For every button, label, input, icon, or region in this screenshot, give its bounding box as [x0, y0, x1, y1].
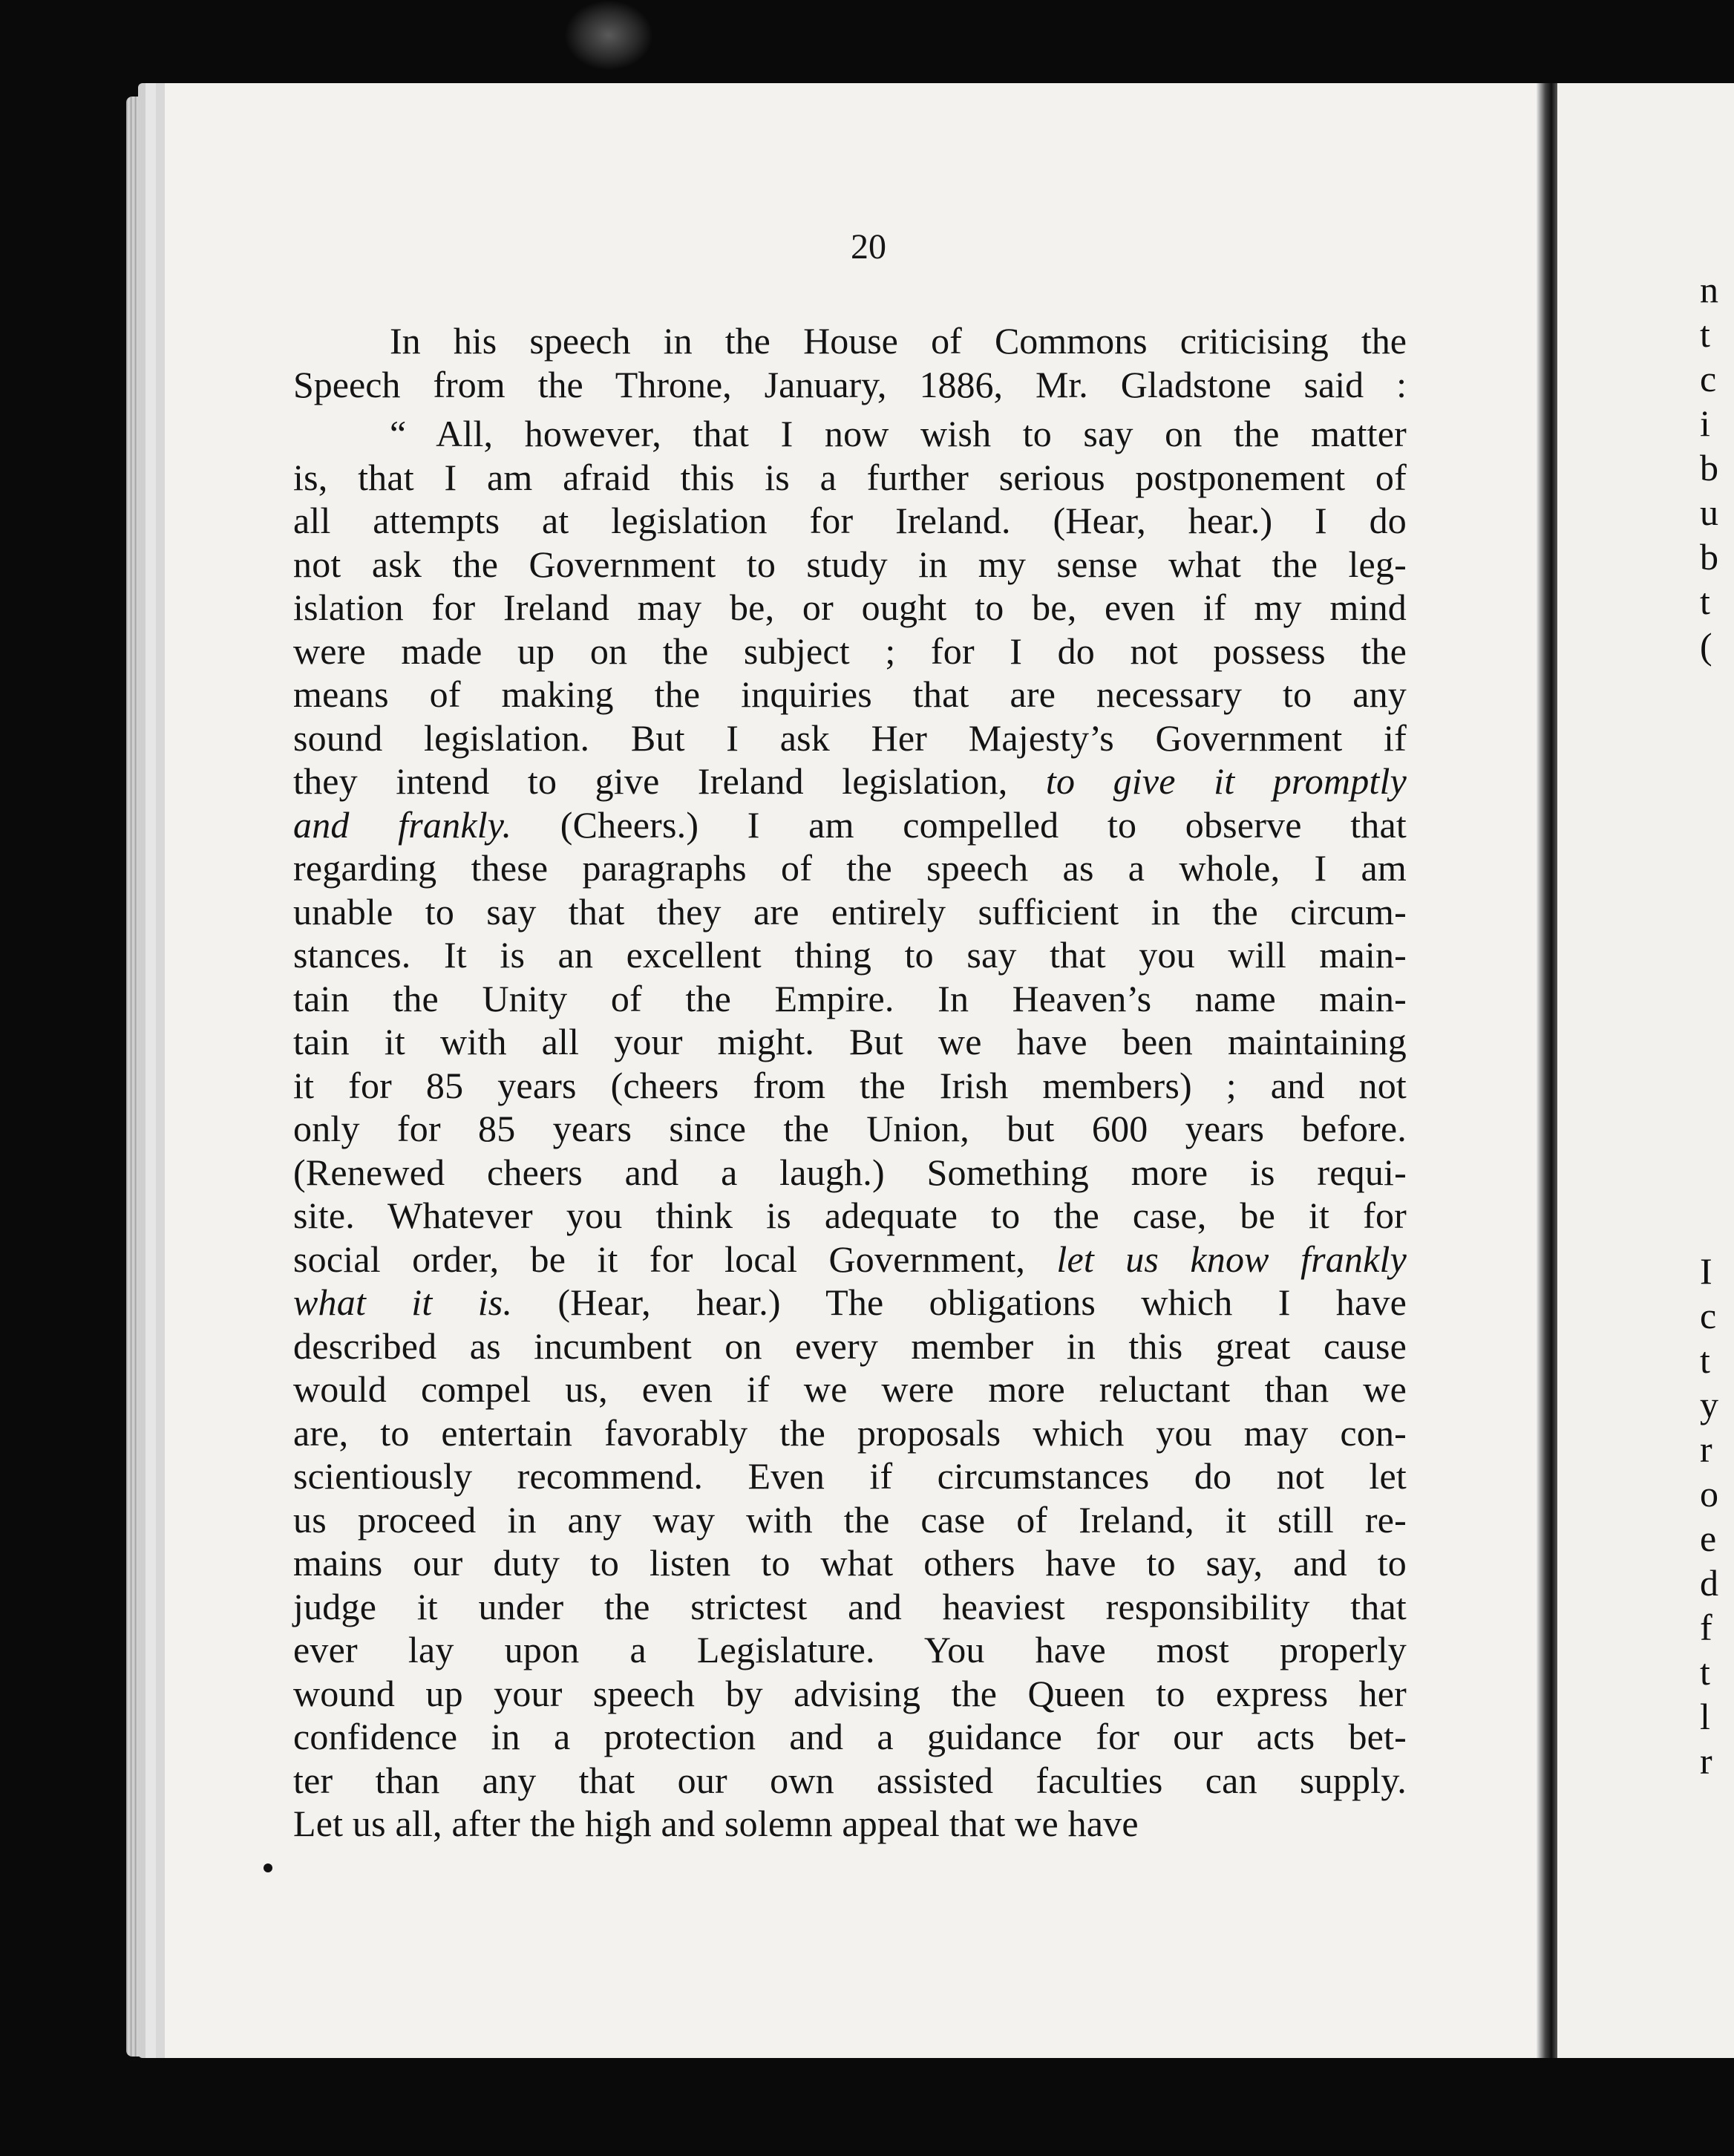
- page-number: 20: [851, 227, 886, 267]
- cropped-letter: r: [1700, 1740, 1712, 1782]
- quote-text: would compel us, even if we were more reluctant than we: [293, 1368, 1407, 1410]
- emphasis-text: what it is.: [293, 1281, 513, 1323]
- page-text: [293, 319, 1407, 1846]
- quoted-speech-paragraph: [293, 412, 1407, 1846]
- quote-line: [293, 716, 1407, 760]
- quote-line: [293, 1107, 1407, 1151]
- quote-line: [293, 412, 1407, 456]
- emphasis-text: and frankly.: [293, 803, 512, 846]
- cropped-letter: r: [1700, 1428, 1712, 1470]
- cropped-letter: I: [1700, 1250, 1712, 1292]
- quote-text: confidence in a protection and a guidance for our acts bet-: [293, 1716, 1407, 1757]
- quote-text: it for 85 years (cheers from the Irish members) ; and not: [293, 1064, 1407, 1106]
- quote-line: [293, 673, 1407, 716]
- quote-line: [293, 1759, 1407, 1803]
- quote-line: [293, 1151, 1407, 1195]
- cropped-letter: u: [1700, 491, 1718, 533]
- quote-text: wound up your speech by advising the Queen to express her: [293, 1672, 1407, 1714]
- cropped-letter: e: [1700, 1518, 1717, 1559]
- quote-line: [293, 760, 1407, 803]
- scan-smudge: [564, 0, 653, 71]
- book-gutter: [1537, 83, 1557, 2058]
- quote-line: [293, 1498, 1407, 1542]
- cropped-letter: c: [1700, 1295, 1717, 1336]
- intro-paragraph: [293, 319, 1407, 406]
- cropped-letter: t: [1700, 313, 1710, 355]
- quote-line: [293, 1672, 1407, 1716]
- cropped-letter: b: [1700, 447, 1718, 489]
- cropped-letter: c: [1700, 358, 1717, 399]
- quote-line: [293, 1585, 1407, 1629]
- quote-line: [293, 1020, 1407, 1064]
- quote-text: stances. It is an excellent thing to say that you will main-: [293, 934, 1407, 976]
- quote-text: Let us all, after the high and solemn appeal that we have: [293, 1803, 1139, 1844]
- cropped-letter: l: [1700, 1696, 1710, 1737]
- cropped-letter: (: [1700, 625, 1712, 667]
- emphasis-text: let us know frankly: [1056, 1238, 1407, 1280]
- quote-text: islation for Ireland may be, or ought to be, even if my mind: [293, 587, 1407, 628]
- quote-text: scientiously recommend. Even if circumstances do not let: [293, 1455, 1407, 1497]
- cropped-letter: t: [1700, 581, 1710, 622]
- cropped-letter: t: [1700, 1651, 1710, 1693]
- quote-line: [293, 1802, 1407, 1846]
- quote-text: tain the Unity of the Empire. In Heaven’s name main-: [293, 977, 1407, 1019]
- right-page-cropped-text-lower: [1700, 1249, 1734, 1783]
- cropped-letter: d: [1700, 1562, 1718, 1604]
- quote-text: unable to say that they are entirely sufficient in the circum-: [293, 890, 1407, 932]
- quote-text: ter than any that our own assisted faculties can supply.: [293, 1759, 1407, 1801]
- quote-text: not ask the Government to study in my sense what the leg-: [293, 543, 1407, 585]
- quote-text: (Renewed cheers and a laugh.) Something more is requi-: [293, 1151, 1407, 1193]
- cropped-letter: b: [1700, 536, 1718, 578]
- quote-text: site. Whatever you think is adequate to the case, be it for: [293, 1195, 1407, 1236]
- quote-line: [293, 803, 1407, 847]
- quote-text: means of making the inquiries that are necessary to any: [293, 673, 1407, 715]
- quote-line: [293, 890, 1407, 934]
- cropped-letter: o: [1700, 1473, 1718, 1515]
- quote-line: [293, 543, 1407, 587]
- quote-text: us proceed in any way with the case of Ireland, it still re-: [293, 1498, 1407, 1541]
- quote-text: is, that I am afraid this is a further serious postponement of: [293, 456, 1407, 498]
- quote-line: [293, 456, 1407, 500]
- emphasis-text: to give it promptly: [1045, 760, 1407, 802]
- quote-text: ever lay upon a Legislature. You have most properly: [293, 1629, 1407, 1670]
- quote-line: [293, 1541, 1407, 1585]
- quote-line: [293, 1628, 1407, 1672]
- quote-line: [293, 933, 1407, 977]
- intro-line: Speech from the Throne, January, 1886, Mr. Gladstone said :: [293, 363, 1407, 405]
- quote-text: only for 85 years since the Union, but 600 years before.: [293, 1108, 1407, 1149]
- quote-line: [293, 586, 1407, 630]
- quote-line: [293, 1454, 1407, 1498]
- quote-line: [293, 1715, 1407, 1759]
- quote-line: [293, 1368, 1407, 1411]
- quote-line: [293, 499, 1407, 543]
- intro-line: In his speech in the House of Commons criticising the: [390, 320, 1407, 362]
- cropped-letter: y: [1700, 1384, 1718, 1425]
- cropped-letter: f: [1700, 1607, 1712, 1648]
- quote-text: (Hear, hear.) The obligations which I have: [512, 1281, 1407, 1323]
- cropped-letter: i: [1700, 402, 1710, 444]
- quote-text: are, to entertain favorably the proposals which you may con-: [293, 1411, 1407, 1454]
- quote-text: were made up on the subject ; for I do not possess the: [293, 630, 1407, 672]
- stray-mark: [264, 1863, 272, 1872]
- quote-line: [293, 1324, 1407, 1368]
- quote-text: tain it with all your might. But we have been maintaining: [293, 1021, 1407, 1062]
- quote-line: [293, 1064, 1407, 1108]
- quote-text: mains our duty to listen to what others have to say, and to: [293, 1542, 1407, 1584]
- quote-text: judge it under the strictest and heaviest responsibility that: [293, 1585, 1407, 1627]
- quote-line: [293, 846, 1407, 890]
- quote-text: they intend to give Ireland legislation,: [293, 760, 1046, 802]
- quote-line: [293, 1281, 1407, 1324]
- quote-text: social order, be it for local Government,: [293, 1238, 1057, 1280]
- cropped-letter: n: [1700, 269, 1718, 310]
- quote-text: all attempts at legislation for Ireland. (Hear, hear.) I do: [293, 500, 1407, 541]
- quote-text: “ All, however, that I now wish to say on the matter: [390, 413, 1407, 454]
- quote-line: [293, 1238, 1407, 1281]
- cropped-letter: t: [1700, 1339, 1710, 1381]
- quote-text: sound legislation. But I ask Her Majesty’s Government if: [293, 716, 1407, 759]
- quote-line: [293, 1194, 1407, 1238]
- right-page-cropped-text-upper: [1700, 267, 1734, 668]
- quote-text: described as incumbent on every member in this great cause: [293, 1324, 1407, 1367]
- quote-text: regarding these paragraphs of the speech as a whole, I am: [293, 847, 1407, 889]
- quote-line: [293, 977, 1407, 1021]
- quote-text: (Cheers.) I am compelled to observe that: [511, 803, 1407, 846]
- quote-line: [293, 630, 1407, 673]
- quote-line: [293, 1411, 1407, 1455]
